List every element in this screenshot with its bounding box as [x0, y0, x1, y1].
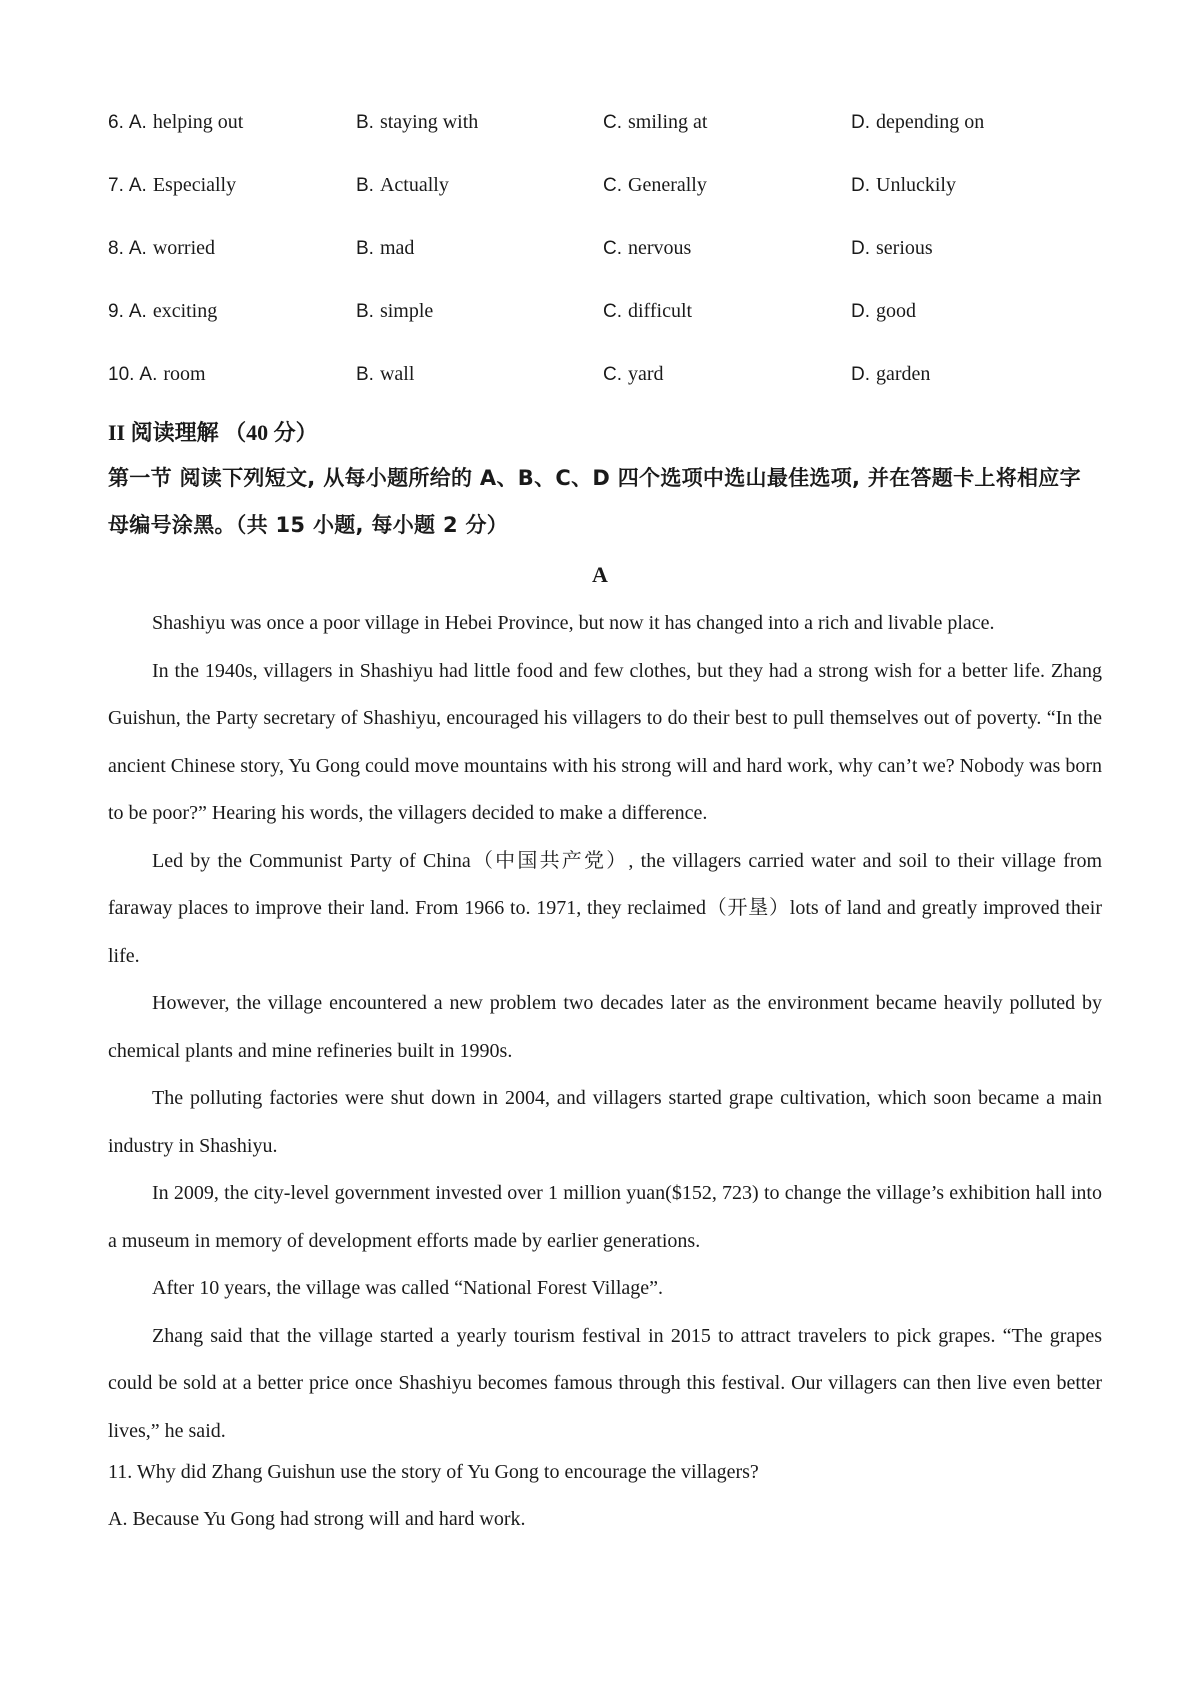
option-d: [851, 363, 930, 386]
option-text: smiling at: [628, 111, 708, 133]
option-letter: B.: [356, 112, 374, 133]
option-text: simple: [379, 300, 434, 322]
question-number: 7.: [108, 175, 124, 196]
option-letter: C.: [603, 238, 622, 259]
option-letter: A.: [128, 238, 147, 259]
paragraph: In the 1940s, villagers in Shashiyu had little food and few clothes, but they had a strong wish for a better life. Zhang Guishun, the Party secretary of Shashiyu, encouraged his villagers to do their best to pull themselves out of poverty. “In the ancient Chinese story, Yu Gong could move mountains with his strong will and hard work, why can’t we? Nobody was born to be poor?” Hearing his words, the villagers decided to make a difference.: [108, 659, 1102, 824]
option-text: serious: [876, 237, 933, 259]
cloze-row-6: [0, 111, 1200, 151]
option-a: [108, 111, 243, 134]
option-letter: C.: [603, 175, 622, 196]
option-b: [356, 300, 433, 323]
option-c: [603, 237, 691, 260]
option-b: [356, 237, 414, 260]
paragraph: Zhang said that the village started a yearly tourism festival in 2015 to attract travelers to pick grapes. “The grapes could be sold at a better price once Shashiyu becomes famous through this festival. Our villagers can then live even better lives,” he said.: [108, 1324, 1102, 1442]
option-letter: B.: [356, 175, 374, 196]
option-c: [603, 363, 664, 386]
option-letter: A.: [128, 301, 147, 322]
cloze-row-8: [0, 237, 1200, 277]
option-text: Actually: [379, 174, 449, 196]
option-letter: D.: [851, 301, 870, 322]
option-text: garden: [876, 363, 931, 385]
cloze-row-7: [0, 174, 1200, 214]
option-d: [851, 237, 933, 260]
option-text: Especially: [152, 174, 237, 196]
option-letter: D.: [851, 364, 870, 385]
option-text: exciting: [152, 300, 218, 322]
question-number: 6.: [108, 112, 124, 133]
option-a: [108, 174, 236, 197]
question-option-a: A. Because Yu Gong had strong will and hard work.: [108, 1508, 526, 1530]
option-text: good: [876, 300, 916, 322]
question-number: 10.: [108, 364, 135, 385]
option-text: Unluckily: [876, 174, 956, 196]
option-a: [108, 363, 206, 386]
option-text: depending on: [876, 111, 985, 133]
section-instruction: 第一节 阅读下列短文, 从每小题所给的 A、B、C、D 四个选项中选山最佳选项, 并在答题卡上将相应字母编号涂黑。（共 15 小题, 每小题 2 分）: [108, 466, 1081, 537]
option-text: Generally: [628, 174, 707, 196]
paragraph: The polluting factories were shut down in 2004, and villagers started grape cultivation, which soon became a main industry in Shashiyu.: [108, 1087, 1102, 1157]
option-text: wall: [379, 363, 415, 385]
option-text: worried: [152, 237, 216, 259]
question-number: 9.: [108, 301, 124, 322]
option-d: [851, 300, 916, 323]
option-text: nervous: [628, 237, 692, 259]
option-b: [356, 174, 449, 197]
option-text: difficult: [628, 300, 693, 322]
cloze-row-9: [0, 300, 1200, 340]
question-number: 8.: [108, 238, 124, 259]
option-letter: C.: [603, 364, 622, 385]
passage-body: [108, 600, 1102, 1455]
option-d: [851, 111, 984, 134]
option-letter: B.: [356, 301, 374, 322]
option-c: [603, 300, 692, 323]
option-b: [356, 363, 414, 386]
option-d: [851, 174, 956, 197]
paragraph: Shashiyu was once a poor village in Hebei Province, but now it has changed into a rich and livable place.: [152, 612, 995, 634]
option-letter: C.: [603, 112, 622, 133]
option-letter: B.: [356, 364, 374, 385]
cloze-row-10: [0, 363, 1200, 403]
paragraph: After 10 years, the village was called “National Forest Village”.: [152, 1277, 664, 1299]
option-text: staying with: [379, 111, 479, 133]
option-a: [108, 237, 215, 260]
option-letter: C.: [603, 301, 622, 322]
passage-label: A: [592, 562, 608, 587]
option-text: helping out: [152, 111, 244, 133]
option-letter: D.: [851, 238, 870, 259]
option-letter: A.: [128, 112, 147, 133]
option-c: [603, 111, 707, 134]
option-text: yard: [628, 363, 664, 385]
option-a: [108, 300, 217, 323]
option-text: mad: [379, 237, 415, 259]
paragraph: Led by the Communist Party of China（中国共产党）, the villagers carried water and soil to their village from faraway places to improve their land. From 1966 to. 1971, they reclaimed（开垦）lots of land and greatly improved their life.: [108, 849, 1102, 967]
option-c: [603, 174, 707, 197]
option-b: [356, 111, 478, 134]
section-title: II 阅读理解 （40 分）: [108, 420, 318, 445]
option-letter: D.: [851, 112, 870, 133]
paragraph: In 2009, the city-level government invested over 1 million yuan($152, 723) to change the village’s exhibition hall into a museum in memory of development efforts made by earlier generations.: [108, 1182, 1102, 1252]
option-letter: D.: [851, 175, 870, 196]
option-letter: B.: [356, 238, 374, 259]
paragraph: However, the village encountered a new problem two decades later as the environment became heavily polluted by chemical plants and mine refineries built in 1990s.: [108, 992, 1102, 1062]
option-text: room: [163, 363, 206, 385]
option-letter: A.: [128, 175, 147, 196]
question-stem: 11. Why did Zhang Guishun use the story of Yu Gong to encourage the villagers?: [108, 1461, 759, 1483]
option-letter: A.: [139, 364, 158, 385]
